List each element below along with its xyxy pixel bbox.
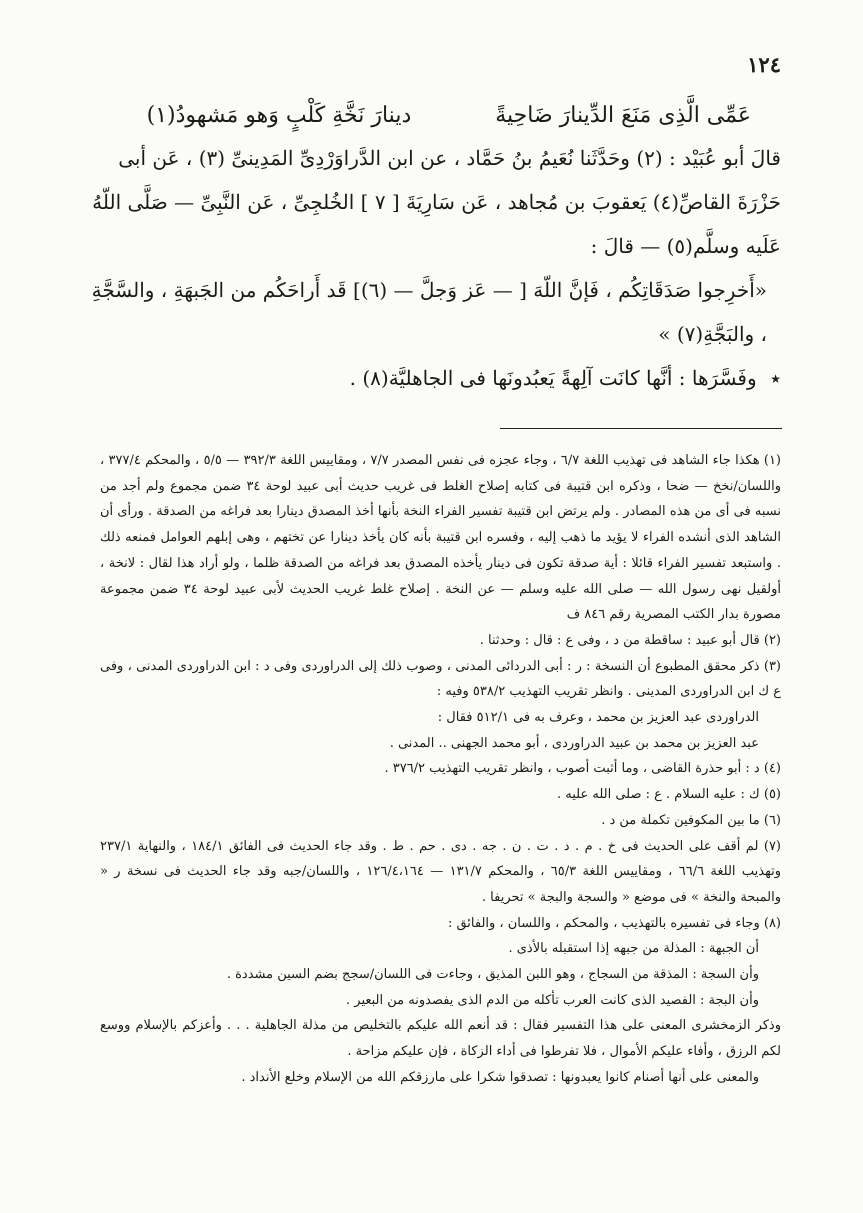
footnote-8: (٨) وجاء فى تفسيره بالتهذيب ، والمحكم ، واللسان ، والفائق :: [447, 915, 781, 931]
footnote-2: (٢) قال أبو عبيد : ساقطة من د ، وفى ع : قال : وحدثنا .: [479, 632, 781, 648]
footnotes: [100, 448, 781, 1091]
footnote-1: (١) هكذا جاء الشاهد فى تهذيب اللغة ٦/٧ ، وجاء عجزه فى نفس المصدر ٧/٧ ، ومقاييس اللغة ٣٩٢/٣ — ٥/٥ ، والمحكم ٣٧٧/٤ ، واللسان/نخخ — ضحا ، وذكره ابن قتيبة فى كتابه إصلاح الغلط فى غريب حديث أبى عبيد لوحة ٣٤ ضمن مجموع ولم أجد من نسبه فى أى من هذه المصادر . ولم يرتض ابن قتيبة تفسير الفراء النخة بأنها أخذ المصدق دينارا بعد فراغه من الصدقة . ورأى أن الشاهد الذى أنشده الفراء لا يؤيد ما ذهب إليه ، وفسره ابن قتيبة بأنه كان يأخذ دينارا عن تختهم ، وهى إبلهم العوامل فمنعه ذلك . واستبعد تفسير الفراء قائلا : أية صدقة تكون فى دينار يأخذه المصدق بعد فراغه من الصدقة ظلما ، ولو أراد هذا لقال : لانخة ، أولقيل نهى رسول الله — صلى الله عليه وسلم — عن النخة . إصلاح غلط غريب الحديث لأبى عبيد لوحة ٣٤ ضمن مجموعة مصورة بدار الكتب المصرية رقم ٨٤٦ ف: [100, 453, 782, 623]
isnad-paragraph: قالَ أبو عُبَيْد : (٢) وحَدَّثَنا نُعَيمُ بنُ حَمَّاد ، عن ابن الدَّراوَرْدِىِّ المَدِينىِّ (٣) ، عَن أبى حَزْرَةَ القاصِّ(٤) يَعقوبَ بن مُجاهد ، عَن سَارِيَةَ [ ٧ ] الخُلجِىِّ ، عَن النَّبِىِّ — صَلَّى اللّهُ عَلَيه وسلَّم(٥) — قالَ :: [92, 146, 781, 258]
footnote-8-detail: وأن البجة : الفصيد الذى كانت العرب تأكله من الدم الذى يفصدونه من البعير .: [346, 992, 759, 1008]
poetry-verse: [90, 96, 781, 136]
footnote-6: (٦) ما بين المكوفين تكملة من د .: [601, 812, 781, 828]
explanation-paragraph: [90, 356, 781, 400]
verse-second-hemistich: دينارَ نَخَّةِ كَلْبٍ وَهو مَشهودُ(١): [146, 103, 412, 128]
main-text: [90, 96, 781, 400]
footnote-5: (٥) ك : عليه السلام . ع : صلى الله عليه .: [557, 787, 781, 803]
footnote-divider: [500, 428, 782, 429]
footnote-8-detail: أن الجبهة : المذلة من جبهه إذا استقبله بالأذى .: [508, 941, 759, 957]
hadith-text: «أَخرِجوا صَدَقَاتِكُم ، فَإنَّ اللّهَ [ — عَز وَجلَّ — (٦)] قَد أَراحَكُم من الجَبهَةِ ، والسَّجَّةِ ، والبَجَّةِ(٧) »: [91, 278, 767, 346]
explanation-text: وفَسَّرَها : أنَّها كانَت آلِهةً يَعبُدونَها فى الجاهليَّة(٨) .: [349, 366, 757, 390]
footnote-3-detail: الدراوردى عبد العزيز بن محمد ، وعرف به فى ٥١٢/١ فقال :: [437, 710, 759, 726]
footnote-4: (٤) د : أبو حذرة القاضى ، وما أثبت أصوب ، وانظر تقريب التهذيب ٣٧٦/٢ .: [384, 761, 781, 777]
footnote-8-meaning: والمعنى على أنها أصنام كانوا يعبدونها : تصدقوا شكرا على مارزقكم الله من الإسلام وخلع الأنداد .: [241, 1069, 759, 1085]
footnote-8-detail: وأن السجة : المذقة من السجاج ، وهو اللبن المذيق ، وجاءت فى اللسان/سجج بضم السين مشددة .: [226, 967, 759, 983]
margin-mark-icon: ٭: [770, 366, 781, 390]
footnote-3: (٣) ذكر محقق المطبوع أن النسخة : ر : أبى الدردائى المدنى ، وصوب ذلك إلى الدراوردى وفى د : ابن الدراوردى المدنى ، وفى ع ك ابن الدراوردى المدينى . وانظر تقريب التهذيب ٥٣٨/٢ وفيه :: [100, 658, 781, 700]
verse-first-hemistich: عَمِّى الَّذِى مَنَعَ الدِّينارَ ضَاحِيةً: [495, 103, 751, 128]
footnote-3-detail: عبد العزيز بن محمد بن عبيد الدراوردى ، أبو محمد الجهنى .. المدنى .: [389, 735, 759, 751]
page-number: ١٢٤: [747, 52, 781, 77]
footnote-8-zamakhshari: وذكر الزمخشرى المعنى على هذا التفسير فقال : قد أنعم الله عليكم بالتخليص من مذلة الجاهلية . . . وأعزكم بالإسلام ووسع لكم الرزق ، وأفاء عليكم الأموال ، فلا تفرطوا فى أداء الزكاة ، فإن عليكم مزاحة .: [100, 1018, 781, 1060]
footnote-7: (٧) لم أقف على الحديث فى خ . م . د . ت . ن . جه . دى . حم . ط . وقد جاء الحديث فى الفائق ١٨٤/١ ، والنهاية ٢٣٧/١ وتهذيب اللغة ٦٦/٦ ، ومقاييس اللغة ٦٥/٣ ، والمحكم ١٣١/٧ — ١٢٦/٤،١٦٤ ، واللسان/جبه وقد جاء الحديث فى نسخة ر « والمبحة والنخة » فى موضع « والسجة والبجة » تحريفا .: [100, 838, 781, 905]
